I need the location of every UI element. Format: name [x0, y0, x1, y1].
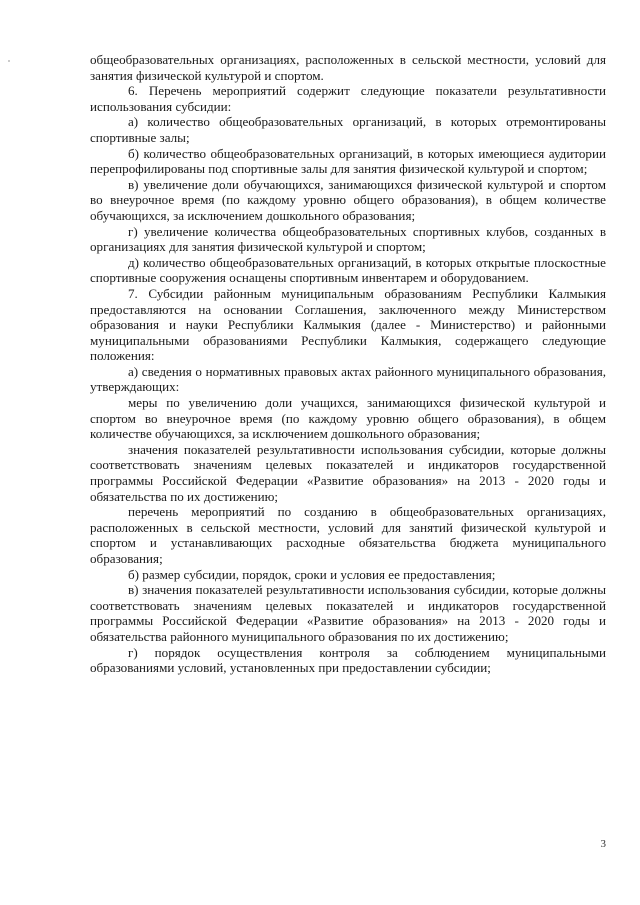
scan-artifact	[8, 60, 10, 62]
paragraph-6g: г) увеличение количества общеобразовательных спортивных клубов, созданных в организациях для занятия физической культурой и спортом;	[90, 223, 606, 255]
paragraph-6d: д) количество общеобразовательных организаций, в которых открытые плоскостные спортивные сооружения оснащены спортивным инвентарем и оборудованием.	[90, 254, 606, 286]
paragraph-item-6: 6. Перечень мероприятий содержит следующие показатели результативности использования субсидии:	[90, 83, 606, 114]
paragraph-7b: б) размер субсидии, порядок, сроки и условия ее предоставления;	[128, 566, 496, 582]
document-body	[90, 52, 606, 676]
paragraph-continuation: общеобразовательных организациях, расположенных в сельской местности, условий для занятия физической культурой и спортом.	[90, 52, 606, 83]
paragraph-6v: в) увеличение доли обучающихся, занимающихся физической культурой и спортом во внеурочное время (по каждому уровню общего образования), в общем количестве обучающихся, за исключением дошкольного образования;	[90, 176, 606, 223]
paragraph-7v: в) значения показателей результативности использования субсидии, которые должны соответствовать значениям целевых показателей и индикаторов государственной программы Российской Федерации «Развитие образования» на 2013 - 2020 годы и обязательства районного муниципального образования по их достижению;	[90, 582, 606, 644]
page-number: 3	[600, 838, 606, 850]
paragraph-7g: г) порядок осуществления контроля за соблюдением муниципальными образованиями условий, установленных при предоставлении субсидии;	[90, 644, 606, 676]
paragraph-6a: а) количество общеобразовательных организаций, в которых отремонтированы спортивные залы;	[90, 114, 606, 145]
paragraph-6b: б) количество общеобразовательных организаций, в которых имеющиеся аудитории перепрофилированы под спортивные залы для занятия физической культурой и спортом;	[90, 145, 606, 177]
paragraph-7a-measures: меры по увеличению доли учащихся, занимающихся физической культурой и спортом во внеурочное время (по каждому уровню общего образования), в общем количестве обучающихся, за исключением дошкольного образования;	[90, 395, 606, 442]
paragraph-7a-activities: перечень мероприятий по созданию в общеобразовательных организациях, расположенных в сельской местности, условий для занятий физической культурой и спортом и устанавливающих расходные обязательства бюджета муниципального образования;	[90, 504, 606, 566]
paragraph-7a-indicators: значения показателей результативности использования субсидии, которые должны соответствовать значениям целевых показателей и индикаторов государственной программы Российской Федерации «Развитие образования» на 2013 - 2020 годы и обязательства по их достижению;	[90, 441, 606, 504]
paragraph-item-7: 7. Субсидии районным муниципальным образованиям Республики Калмыкия предоставляются на основании Соглашения, заключенного между Министерством образования и науки Республики Калмыкия (далее - Министерство) и районными муниципальными образованиями Республики Калмыкия, содержащего следующие положения:	[90, 285, 606, 364]
paragraph-7a: а) сведения о нормативных правовых актах районного муниципального образования, утверждающих:	[90, 363, 606, 395]
